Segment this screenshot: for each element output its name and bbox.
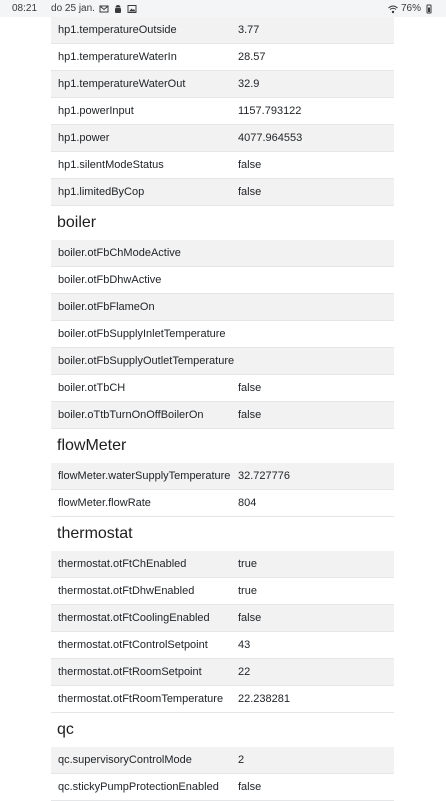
row-key: flowMeter.waterSupplyTemperature	[58, 470, 231, 482]
row-key: thermostat.otFtControlSetpoint	[58, 639, 208, 651]
row-key: thermostat.otFtDhwEnabled	[58, 585, 195, 597]
row-key: hp1.temperatureOutside	[58, 24, 177, 36]
table-row	[51, 44, 394, 71]
row-value: 4077.964553	[238, 132, 303, 144]
section-heading: boiler	[57, 214, 97, 231]
table-row	[51, 659, 394, 686]
row-key: boiler.otFbDhwActive	[58, 274, 162, 286]
table-row	[51, 152, 394, 179]
table-row	[51, 375, 394, 402]
row-key: qc.supervisoryControlMode	[58, 754, 192, 766]
row-key: hp1.temperatureWaterIn	[58, 51, 177, 63]
row-value: 22.238281	[238, 693, 290, 705]
table-row	[51, 98, 394, 125]
status-bar	[0, 0, 446, 17]
data-table	[0, 17, 446, 801]
row-key: thermostat.otFtRoomTemperature	[58, 693, 224, 705]
row-key: hp1.powerInput	[58, 105, 134, 117]
table-row	[51, 294, 394, 321]
row-value: 32.727776	[238, 470, 290, 482]
row-value: 2	[238, 754, 245, 766]
row-key: hp1.power	[58, 132, 110, 144]
row-value: 22	[238, 666, 251, 678]
row-key: hp1.silentModeStatus	[58, 159, 164, 171]
table-row	[51, 267, 394, 294]
row-key: thermostat.otFtChEnabled	[58, 558, 187, 570]
row-key: boiler.otFbFlameOn	[58, 301, 155, 313]
table-row	[51, 632, 394, 659]
table-row	[51, 774, 394, 801]
battery-percent: 76%	[400, 3, 421, 14]
table-row	[51, 125, 394, 152]
row-value: 1157.793122	[238, 105, 302, 117]
row-value: false	[238, 612, 262, 624]
row-key: thermostat.otFtRoomSetpoint	[58, 666, 202, 678]
row-value: 804	[238, 497, 257, 509]
section-heading: thermostat	[57, 525, 133, 542]
date: do 25 jan.	[51, 3, 95, 14]
row-value: 3.77	[238, 24, 260, 36]
table-row	[51, 71, 394, 98]
row-key: hp1.limitedByCop	[58, 186, 145, 198]
table-row	[51, 17, 394, 44]
row-key: thermostat.otFtCoolingEnabled	[58, 612, 210, 624]
row-key: boiler.otTbCH	[58, 382, 126, 394]
wifi-icon	[388, 4, 398, 14]
table-row	[51, 686, 394, 713]
row-value: 28.57	[238, 51, 266, 63]
table-row	[51, 578, 394, 605]
table-row	[51, 179, 394, 206]
row-value: false	[238, 781, 262, 793]
row-value: false	[238, 382, 262, 394]
table-row	[51, 463, 394, 490]
row-value: 32.9	[238, 78, 260, 90]
row-key: boiler.otFbChModeActive	[58, 247, 181, 259]
section-heading: qc	[57, 721, 74, 738]
row-key: boiler.otFbSupplyInletTemperature	[58, 328, 226, 340]
clock: 08:21	[12, 3, 38, 14]
row-value: 43	[238, 639, 251, 651]
row-key: boiler.otFbSupplyOutletTemperature	[58, 355, 235, 367]
table-row	[51, 490, 394, 517]
table-row	[51, 240, 394, 267]
battery-icon	[424, 4, 434, 14]
table-row	[51, 402, 394, 429]
row-value: true	[238, 558, 257, 570]
row-value: false	[238, 409, 262, 421]
row-value: true	[238, 585, 257, 597]
row-key: hp1.temperatureWaterOut	[58, 78, 186, 90]
row-key: flowMeter.flowRate	[58, 497, 151, 509]
row-value: false	[238, 159, 262, 171]
photo-icon	[127, 4, 137, 14]
table-row	[51, 605, 394, 632]
row-key: boiler.oTtbTurnOnOffBoilerOn	[58, 409, 204, 421]
row-key: qc.stickyPumpProtectionEnabled	[58, 781, 219, 793]
table-row	[51, 348, 394, 375]
android-icon	[113, 4, 123, 14]
status-bar-left	[12, 3, 137, 14]
mail-icon	[99, 4, 109, 14]
status-bar-right	[388, 3, 434, 14]
row-value: false	[238, 186, 262, 198]
table-row	[51, 321, 394, 348]
table-row	[51, 551, 394, 578]
table-row	[51, 747, 394, 774]
section-heading: flowMeter	[57, 437, 127, 454]
